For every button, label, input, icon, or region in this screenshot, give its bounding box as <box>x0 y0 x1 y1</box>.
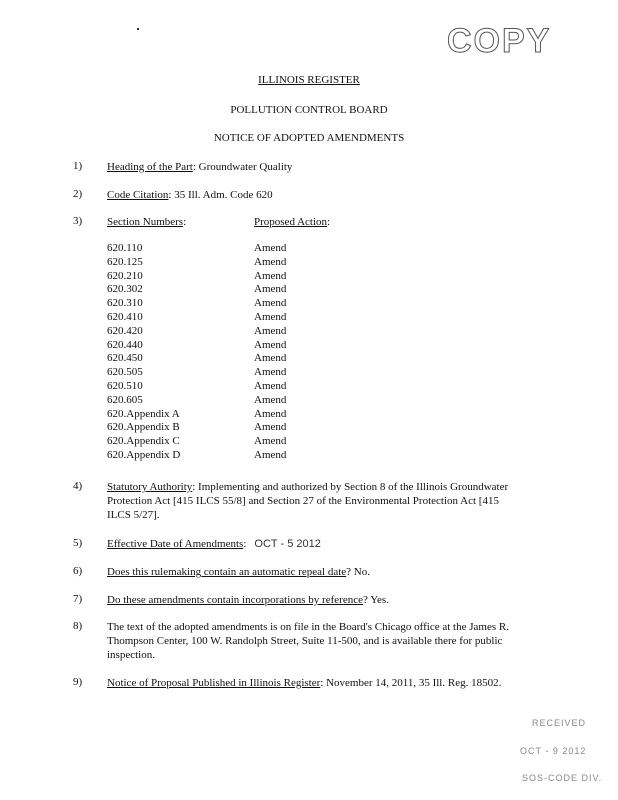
section-number: 620.Appendix A <box>107 407 180 420</box>
section-action: Amend <box>254 393 287 406</box>
section-number: 620.210 <box>107 269 143 282</box>
item-number: 7) <box>73 593 83 605</box>
scan-speck <box>137 28 139 30</box>
item-text: : 35 Ill. Adm. Code 620 <box>168 189 273 201</box>
item-label: Code Citation <box>107 189 169 201</box>
section-row <box>107 352 307 366</box>
item-number: 6) <box>73 565 83 577</box>
section-number: 620.125 <box>107 255 143 268</box>
section-row <box>107 366 307 380</box>
effective-date-stamp: OCT - 5 2012 <box>254 538 321 550</box>
item-label: Heading of the Part <box>107 161 193 173</box>
section-row <box>107 449 307 463</box>
item-text: : November 14, 2011, 35 Ill. Reg. 18502. <box>320 677 502 689</box>
section-action: Amend <box>254 338 287 351</box>
item-number: 1) <box>73 160 83 172</box>
register-heading: ILLINOIS REGISTER <box>258 74 360 86</box>
section-row <box>107 408 307 422</box>
item-text: ? Yes. <box>362 594 389 606</box>
section-row <box>107 256 307 270</box>
section-row <box>107 311 307 325</box>
item-text: : Groundwater Quality <box>192 161 293 173</box>
item-label: Statutory Authority <box>107 481 193 493</box>
section-list <box>107 242 307 463</box>
section-number: 620.302 <box>107 283 143 296</box>
section-numbers-label: Section Numbers <box>107 216 184 228</box>
section-row <box>107 380 307 394</box>
section-number: 620.605 <box>107 393 143 406</box>
section-number: 620.Appendix B <box>107 421 180 434</box>
section-number: 620.Appendix C <box>107 435 180 448</box>
proposed-action-label: Proposed Action <box>254 216 328 228</box>
item-number: 9) <box>73 676 83 688</box>
section-action: Amend <box>254 255 287 268</box>
section-action: Amend <box>254 310 287 323</box>
section-number: 620.Appendix D <box>107 448 181 461</box>
item-text: The text of the adopted amendments is on file in the Board's Chicago office at the James R. Thompson Center, 100 W. Randolph Street, Suite 11-500, and is available there for public inspection. <box>107 621 509 661</box>
section-action: Amend <box>254 366 287 379</box>
item-label: Do these amendments contain incorporations by reference <box>107 594 363 606</box>
section-action: Amend <box>254 352 287 365</box>
section-row <box>107 339 307 353</box>
section-action: Amend <box>254 283 287 296</box>
section-row <box>107 297 307 311</box>
section-row <box>107 421 307 435</box>
section-action: Amend <box>254 407 287 420</box>
item-label: Does this rulemaking contain an automatic repeal date <box>107 566 347 578</box>
notice-heading: NOTICE OF ADOPTED AMENDMENTS <box>213 132 405 144</box>
section-action: Amend <box>254 242 287 254</box>
section-number: 620.510 <box>107 379 143 392</box>
board-heading: POLLUTION CONTROL BOARD <box>230 104 388 116</box>
item-text: : <box>183 216 187 228</box>
section-row <box>107 325 307 339</box>
received-stamp: RECEIVED <box>532 718 587 728</box>
section-number: 620.310 <box>107 297 143 310</box>
item-label: Effective Date of Amendments <box>107 538 244 550</box>
item-text: : <box>243 538 247 550</box>
item-text: ? No. <box>346 566 370 578</box>
section-action: Amend <box>254 297 287 310</box>
section-row <box>107 435 307 449</box>
section-number: 620.420 <box>107 324 143 337</box>
section-action: Amend <box>254 448 287 461</box>
section-number: 620.450 <box>107 352 143 365</box>
item-number: 5) <box>73 537 83 549</box>
item-text: : Implementing and authorized by Section 8 of the Illinois Groundwater Protection Act [415 ILCS 55/8] and Section 27 of the Environmental Protection Act [415 ILCS 5/27]. <box>107 481 509 521</box>
section-number: 620.505 <box>107 366 143 379</box>
division-stamp: SOS-CODE DIV. <box>522 773 603 783</box>
item-number: 8) <box>73 620 83 632</box>
section-action: Amend <box>254 269 287 282</box>
item-number: 4) <box>73 480 83 492</box>
section-row <box>107 242 307 256</box>
copy-stamp: COPY <box>447 22 552 60</box>
section-number: 620.440 <box>107 338 143 351</box>
section-action: Amend <box>254 421 287 434</box>
item-text: : <box>327 216 331 228</box>
item-number: 3) <box>73 215 83 227</box>
section-action: Amend <box>254 379 287 392</box>
item-label: Notice of Proposal Published in Illinois Register <box>107 677 321 689</box>
section-number: 620.410 <box>107 310 143 323</box>
section-number: 620.110 <box>107 242 143 254</box>
section-action: Amend <box>254 324 287 337</box>
section-row <box>107 270 307 284</box>
section-action: Amend <box>254 435 287 448</box>
received-date-stamp: OCT - 9 2012 <box>520 746 587 756</box>
section-row <box>107 283 307 297</box>
item-number: 2) <box>73 188 83 200</box>
section-row <box>107 394 307 408</box>
